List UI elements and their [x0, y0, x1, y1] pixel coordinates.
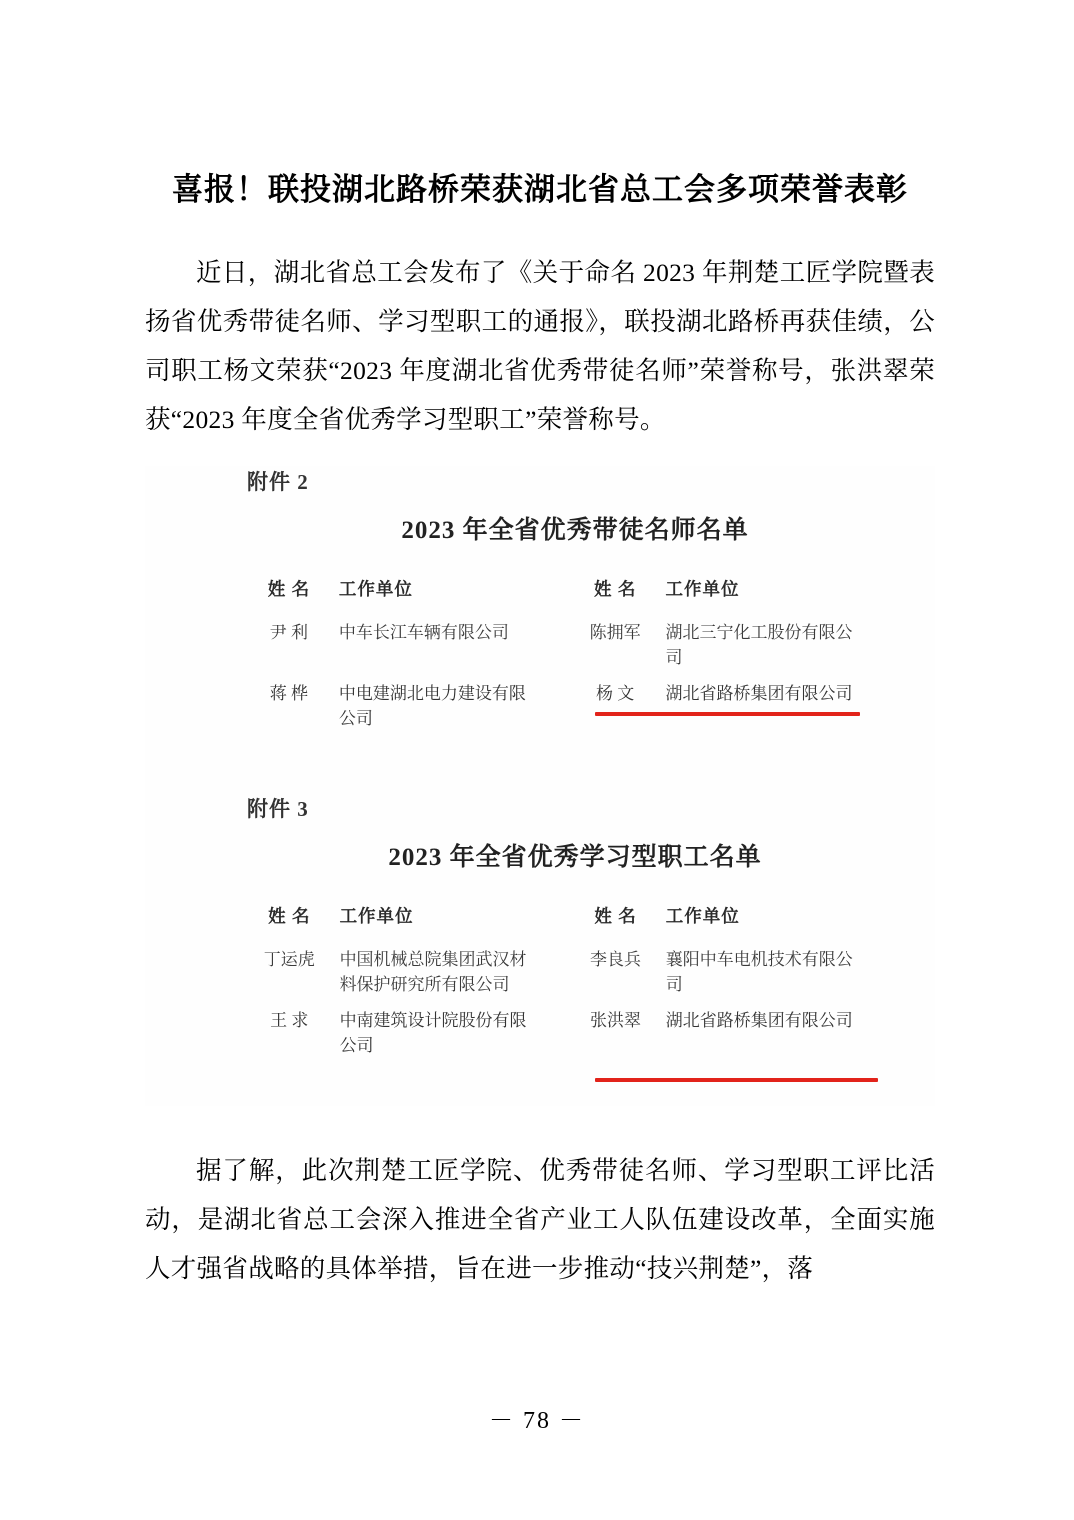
red-underline-zhanghongcui — [595, 1078, 878, 1082]
paragraph-detail: 据了解，此次荆楚工匠学院、优秀带徒名师、学习型职工评比活动，是湖北省总工会深入推进全省产业工人队伍建设改革，全面实施人才强省战略的具体举措，旨在进一步推动“技兴荆楚”，落 — [145, 1156, 935, 1284]
header-unit-left: 工作单位 — [338, 579, 413, 600]
cell-unit: 襄阳中车电机技术有限公司 — [665, 950, 853, 995]
header-name-left: 姓 名 — [267, 579, 311, 600]
cell-unit: 中国机械总院集团武汉材料保护研究所有限公司 — [339, 950, 527, 995]
cell-name-highlighted: 张洪翠 — [590, 1011, 642, 1031]
column-gap — [546, 572, 569, 615]
table-row — [243, 615, 873, 676]
attachment-3-label: 附件 3 — [247, 797, 309, 822]
cell-unit: 中车长江车辆有限公司 — [338, 623, 509, 643]
header-name-left: 姓 名 — [268, 906, 311, 927]
header-name-right: 姓 名 — [593, 579, 637, 600]
table-row — [243, 1003, 873, 1064]
scan-inner — [225, 466, 925, 1064]
red-underline-yangwen — [595, 712, 860, 716]
cell-name: 丁运虎 — [263, 950, 315, 970]
paragraph-intro: 近日，湖北省总工会发布了《关于命名 2023 年荆楚工匠学院暨表扬省优秀带徒名师、学习型职工的通报》，联投湖北路桥再获佳绩，公司职工杨文荣获“2023 年度湖北省优秀带徒名师”荣誉称号，张洪翠荣获“2023 年度全省优秀学习型职工”荣誉称号。 — [145, 258, 935, 435]
page-number: － 78 － — [489, 1408, 585, 1434]
attachment-3-table — [243, 899, 873, 1064]
cell-name: 王 求 — [270, 1011, 309, 1031]
scanned-attachment-image — [145, 466, 935, 1106]
cell-unit: 中南建筑设计院股份有限公司 — [339, 1011, 527, 1056]
table-row — [243, 942, 873, 1003]
cell-unit-highlighted: 湖北省路桥集团有限公司 — [665, 1011, 853, 1031]
table-row — [243, 676, 873, 737]
header-unit-right: 工作单位 — [665, 906, 740, 927]
table-header-row — [243, 572, 873, 615]
header-name-right: 姓 名 — [594, 906, 637, 927]
cell-name: 尹 利 — [269, 623, 309, 643]
table-header-row — [243, 899, 873, 942]
document-content — [145, 170, 935, 1303]
cell-name: 蒋 桦 — [269, 684, 309, 704]
cell-name: 李良兵 — [590, 950, 642, 970]
cell-name-highlighted: 杨 文 — [596, 684, 635, 704]
attachment-2-title: 2023 年全省优秀带徒名师名单 — [401, 517, 749, 545]
header-unit-left: 工作单位 — [339, 906, 414, 927]
cell-unit: 湖北三宁化工股份有限公司 — [665, 623, 853, 668]
cell-unit: 中电建湖北电力建设有限公司 — [338, 684, 526, 729]
cell-unit-highlighted: 湖北省路桥集团有限公司 — [665, 684, 853, 704]
attachment-2-label: 附件 2 — [247, 470, 309, 495]
header-unit-right: 工作单位 — [665, 579, 740, 600]
attachment-3-title: 2023 年全省优秀学习型职工名单 — [388, 844, 762, 872]
cell-name: 陈拥军 — [589, 623, 641, 643]
page-title: 喜报！联投湖北路桥荣获湖北省总工会多项荣誉表彰 — [172, 172, 908, 207]
